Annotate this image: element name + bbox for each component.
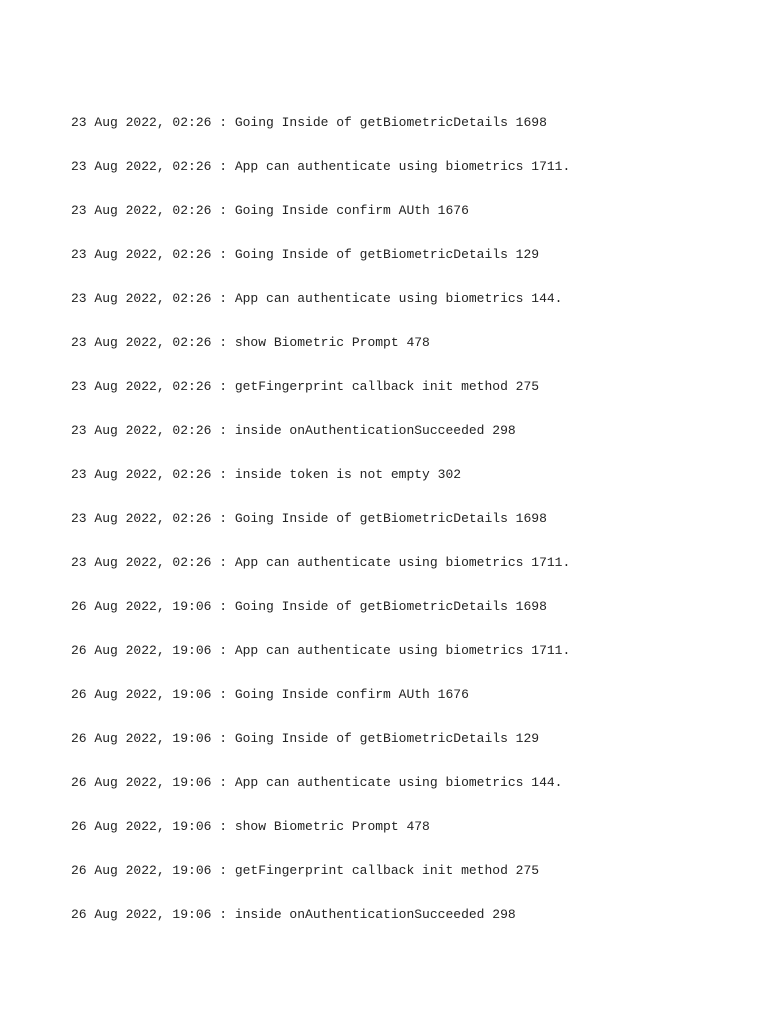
log-line: 26 Aug 2022, 19:06 : Going Inside of getBiometricDetails 1698: [71, 599, 547, 614]
log-line: 23 Aug 2022, 02:26 : inside onAuthenticationSucceeded 298: [71, 423, 516, 438]
log-line: 23 Aug 2022, 02:26 : inside token is not empty 302: [71, 467, 462, 482]
log-line: 26 Aug 2022, 19:06 : show Biometric Prompt 478: [71, 819, 430, 834]
log-line: 26 Aug 2022, 19:06 : inside onAuthenticationSucceeded 298: [71, 907, 516, 922]
log-line: 23 Aug 2022, 02:26 : Going Inside of getBiometricDetails 129: [71, 247, 540, 262]
log-line: 26 Aug 2022, 19:06 : Going Inside confirm AUth 1676: [71, 687, 469, 702]
log-line: 23 Aug 2022, 02:26 : Going Inside of getBiometricDetails 1698: [71, 115, 547, 130]
log-line: 26 Aug 2022, 19:06 : Going Inside of getBiometricDetails 129: [71, 731, 540, 746]
log-line: 23 Aug 2022, 02:26 : Going Inside confirm AUth 1676: [71, 203, 469, 218]
log-line: 26 Aug 2022, 19:06 : App can authenticate using biometrics 1711.: [71, 643, 571, 658]
log-line: 26 Aug 2022, 19:06 : App can authenticate using biometrics 144.: [71, 775, 563, 790]
log-line: 23 Aug 2022, 02:26 : Going Inside of getBiometricDetails 1698: [71, 511, 547, 526]
log-line: 23 Aug 2022, 02:26 : show Biometric Prompt 478: [71, 335, 430, 350]
log-line: 23 Aug 2022, 02:26 : getFingerprint callback init method 275: [71, 379, 540, 394]
log-line: 26 Aug 2022, 19:06 : getFingerprint callback init method 275: [71, 863, 540, 878]
log-line: 23 Aug 2022, 02:26 : App can authenticate using biometrics 1711.: [71, 555, 571, 570]
log-list: [71, 114, 570, 950]
log-line: 23 Aug 2022, 02:26 : App can authenticate using biometrics 144.: [71, 291, 563, 306]
log-line: 23 Aug 2022, 02:26 : App can authenticate using biometrics 1711.: [71, 159, 571, 174]
